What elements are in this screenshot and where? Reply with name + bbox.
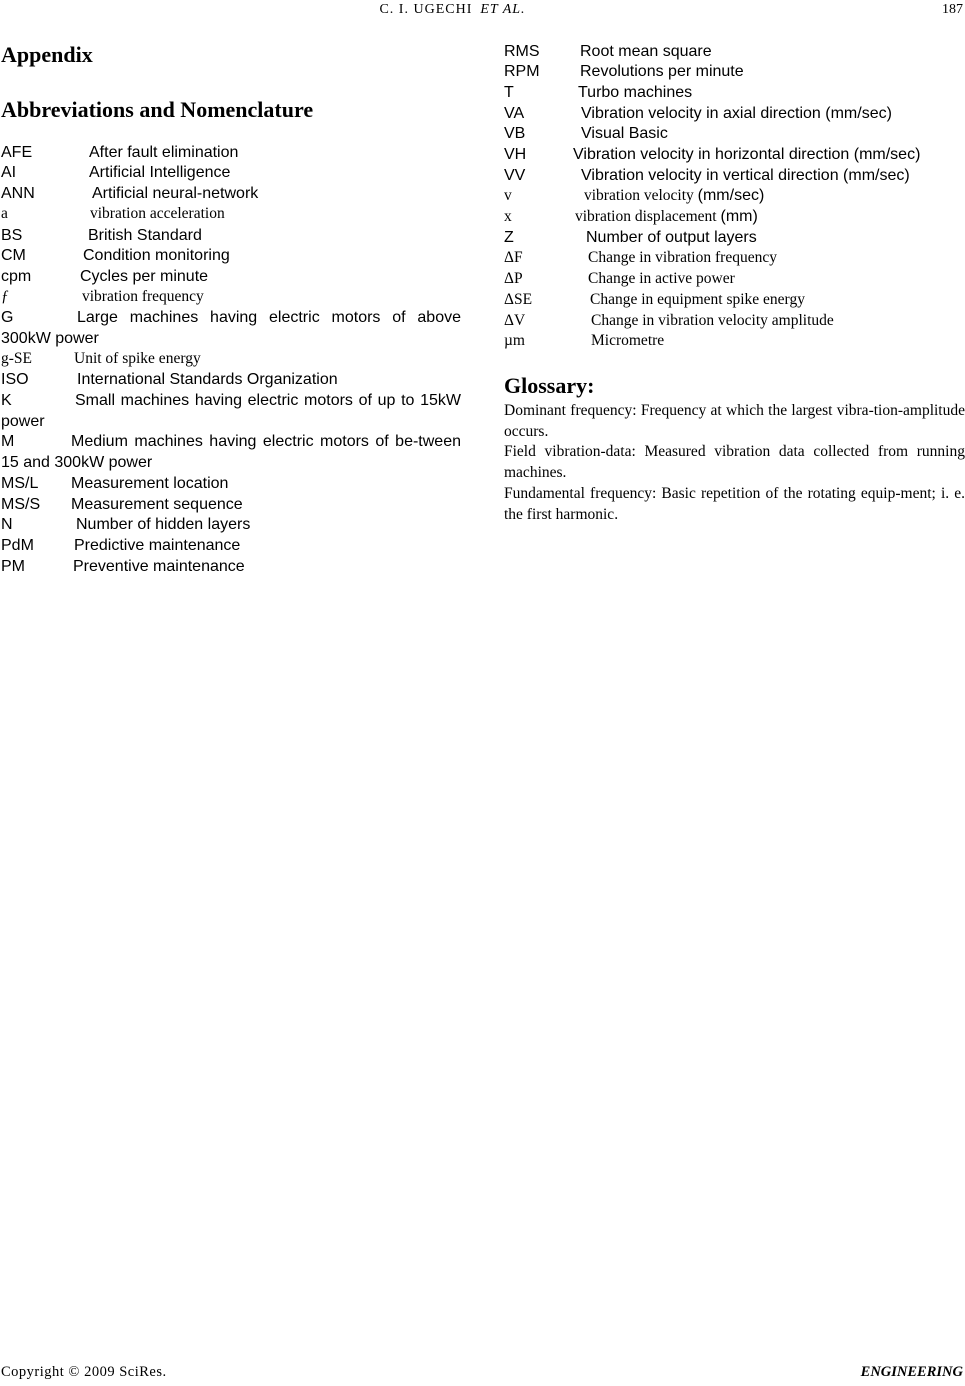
abbr-term: cpm — [1, 268, 32, 285]
list-item — [1, 184, 259, 204]
abbr-term: AFE — [1, 144, 33, 161]
abbr-term: a — [1, 205, 8, 222]
running-head — [0, 2, 905, 18]
list-item — [504, 186, 765, 206]
abbr-term: BS — [1, 227, 23, 244]
abbr-definition: Change in active power — [588, 270, 735, 287]
abbr-term: AI — [1, 164, 17, 181]
list-item — [504, 104, 892, 124]
list-item — [1, 515, 251, 535]
list-item — [1, 226, 202, 246]
abbr-term: ΔV — [504, 312, 526, 329]
abbr-definition: Vibration velocity in horizontal direction (mm/sec) — [573, 146, 921, 163]
abbr-definition: vibration velocity — [584, 187, 694, 204]
running-head-etal: ET AL. — [480, 2, 526, 17]
list-item — [504, 269, 735, 289]
journal-name: ENGINEERING — [860, 1364, 963, 1380]
list-item — [1, 143, 239, 163]
abbr-term: RPM — [504, 63, 540, 80]
abbr-definition: Condition monitoring — [83, 247, 230, 264]
abbr-definition: British Standard — [88, 227, 202, 244]
list-item — [504, 166, 910, 186]
abbr-term: ΔSE — [504, 291, 533, 308]
abbr-definition: International Standards Organization — [77, 371, 338, 388]
abbr-term: ΔP — [504, 270, 523, 287]
abbr-definition: Change in vibration frequency — [588, 249, 777, 266]
abbr-definition: After fault elimination — [89, 144, 239, 161]
list-item — [504, 331, 665, 351]
abbr-definition: Artificial Intelligence — [89, 164, 231, 181]
unit-label: (mm) — [720, 208, 758, 225]
abbr-definition: Vibration velocity in vertical direction (mm/sec) — [581, 167, 910, 184]
abbr-definition: Micrometre — [591, 332, 665, 349]
list-item — [1, 308, 461, 349]
list-item — [1, 267, 209, 287]
copyright-notice: Copyright © 2009 SciRes. — [1, 1364, 167, 1380]
abbr-definition: vibration frequency — [82, 288, 204, 305]
list-item — [504, 207, 758, 227]
abbr-definition: Number of output layers — [586, 229, 757, 246]
abbr-term: VB — [504, 125, 526, 142]
abbr-definition: Artificial neural-network — [92, 185, 259, 202]
abbr-definition: Measurement sequence — [71, 496, 243, 513]
list-item — [504, 311, 834, 331]
abbr-definition: Change in vibration velocity amplitude — [591, 312, 834, 329]
abbr-definition: Preventive maintenance — [73, 558, 245, 575]
list-item — [1, 204, 225, 224]
abbr-term: Z — [504, 229, 514, 246]
abbr-term: G — [1, 309, 14, 326]
glossary-item: Field vibration-data: Measured vibration data collected from running machines. — [504, 443, 965, 481]
abbr-term: VA — [504, 105, 525, 122]
abbr-term: VV — [504, 167, 526, 184]
list-item — [1, 246, 230, 266]
abbr-definition: Unit of spike energy — [74, 350, 201, 367]
abbr-term: T — [504, 84, 514, 101]
list-item — [504, 290, 805, 310]
abbr-definition: Visual Basic — [581, 125, 668, 142]
abbr-definition: Revolutions per minute — [580, 63, 744, 80]
list-item — [504, 124, 668, 144]
abbr-term: MS/S — [1, 496, 41, 513]
abbr-definition: Measurement location — [71, 475, 229, 492]
abbr-term: g-SE — [1, 350, 32, 367]
abbr-term: MS/L — [1, 475, 39, 492]
abbr-term: PdM — [1, 537, 34, 554]
abbr-definition: vibration displacement — [575, 208, 717, 225]
abbr-definition: Cycles per minute — [80, 268, 209, 285]
abbr-term: M — [1, 433, 15, 450]
list-item — [1, 370, 338, 390]
abbr-term: ΔF — [504, 249, 523, 266]
abbr-definition: Small machines having electric motors of up to 15kW power — [1, 392, 461, 430]
abbr-definition: Medium machines having electric motors of be-tween 15 and 300kW power — [1, 433, 461, 471]
abbr-definition: Turbo machines — [578, 84, 693, 101]
list-item — [504, 145, 921, 165]
page-footer — [0, 1364, 965, 1384]
glossary-item: Dominant frequency: Frequency at which the largest vibra-tion-amplitude occurs. — [504, 402, 965, 440]
list-item — [1, 432, 461, 473]
glossary-item: Fundamental frequency: Basic repetition of the rotating equip-ment; i. e. the first harmonic. — [504, 485, 965, 523]
abbr-term: VH — [504, 146, 527, 163]
abbr-term: PM — [1, 558, 25, 575]
abbr-definition: Root mean square — [580, 43, 712, 60]
abbr-definition: Vibration velocity in axial direction (mm/sec) — [581, 105, 892, 122]
section-title: Abbreviations and Nomenclature — [1, 97, 314, 122]
appendix-title: Appendix — [1, 42, 93, 67]
abbr-definition: Large machines having electric motors of above 300kW power — [1, 309, 461, 347]
list-item — [504, 248, 777, 268]
abbr-term: µm — [504, 332, 525, 349]
abbr-term: N — [1, 516, 13, 533]
abbr-term: K — [1, 392, 12, 409]
abbr-definition: Number of hidden layers — [76, 516, 251, 533]
list-item — [1, 536, 241, 556]
list-item — [1, 495, 243, 515]
abbr-term: RMS — [504, 43, 540, 60]
running-head-authors: C. I. UGECHI — [379, 2, 473, 17]
unit-label: (mm/sec) — [697, 187, 765, 204]
abbr-term: ISO — [1, 371, 29, 388]
abbr-definition: Change in equipment spike energy — [590, 291, 805, 308]
list-item — [1, 163, 231, 183]
list-item — [1, 349, 201, 369]
abbr-definition: vibration acceleration — [90, 205, 225, 222]
glossary-title: Glossary: — [504, 373, 595, 398]
list-item — [1, 557, 245, 577]
list-item — [504, 228, 757, 248]
list-item — [504, 62, 744, 82]
abbr-term: CM — [1, 247, 26, 264]
page-number: 187 — [942, 2, 963, 17]
list-item — [1, 391, 461, 432]
abbr-definition: Predictive maintenance — [74, 537, 241, 554]
abbr-term: v — [504, 187, 512, 204]
list-item — [1, 287, 204, 307]
abbr-term: ANN — [1, 185, 35, 202]
running-header — [0, 2, 965, 22]
list-item — [1, 474, 229, 494]
abbr-term: x — [504, 208, 512, 225]
list-item — [504, 42, 712, 62]
list-item — [504, 83, 693, 103]
abbr-term: ƒ — [1, 288, 9, 305]
